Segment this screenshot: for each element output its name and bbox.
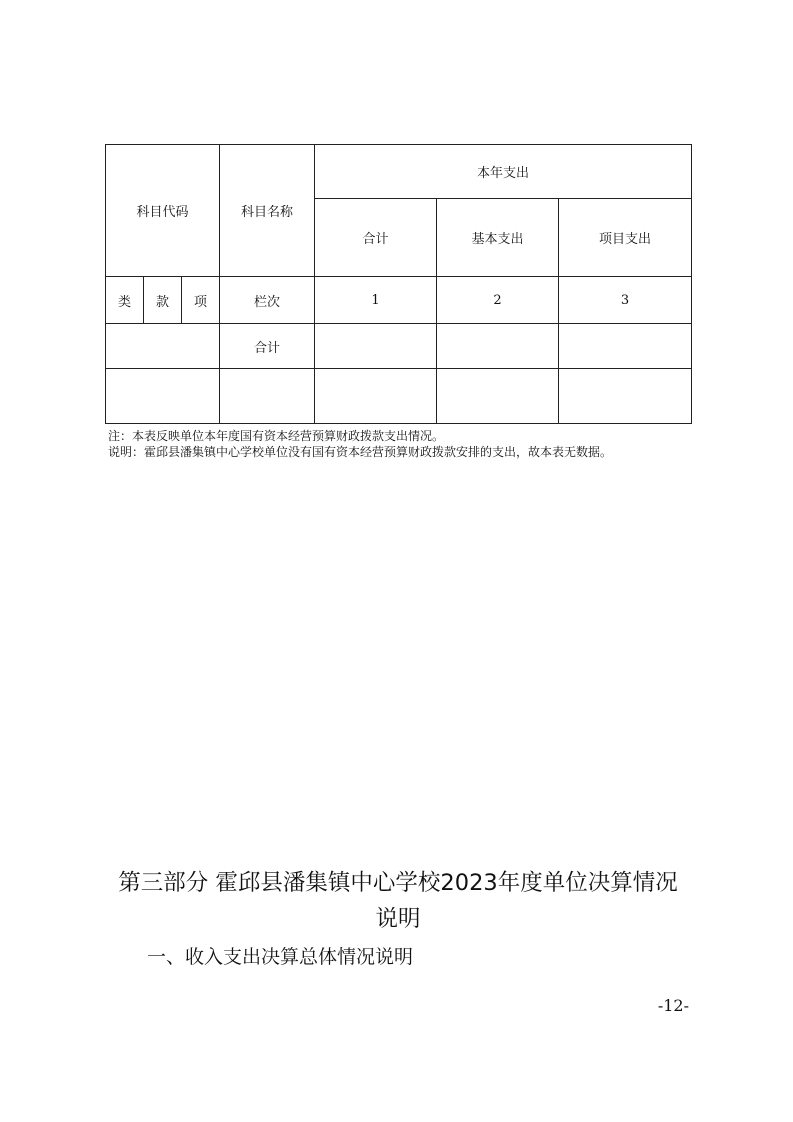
header-project-expense: 项目支出 — [559, 199, 692, 277]
table-row-total — [106, 324, 692, 369]
section-title-line2: 说明 — [375, 906, 421, 932]
code-part-section: 款 — [144, 277, 182, 324]
header-subject-name: 科目名称 — [220, 145, 315, 277]
table-cell — [559, 369, 692, 424]
explanation-text: 说明：霍邱县潘集镇中心学校单位没有国有资本经营预算财政拨款安排的支出，故本表无数据。 — [108, 445, 613, 459]
header-total: 合计 — [315, 199, 437, 277]
header-basic-expense: 基本支出 — [437, 199, 559, 277]
code-part-item: 项 — [182, 277, 220, 324]
table-cell — [437, 369, 559, 424]
table-cell — [315, 324, 437, 369]
table-cell — [315, 369, 437, 424]
note-text: 注：本表反映单位本年度国有资本经营预算财政拨款支出情况。 — [108, 429, 445, 443]
table-cell — [106, 324, 220, 369]
header-current-year-expense: 本年支出 — [315, 145, 692, 199]
section-title — [100, 865, 696, 937]
section-title-line1: 第三部分 霍邱县潘集镇中心学校2023年度单位决算情况 — [118, 870, 678, 896]
code-part-category: 类 — [106, 277, 144, 324]
header-subject-code: 科目代码 — [106, 145, 220, 277]
table-notes — [108, 428, 690, 460]
page-number: -12- — [657, 996, 689, 1015]
column-number: 1 — [315, 277, 437, 324]
column-number: 3 — [559, 277, 692, 324]
table-row-empty — [106, 369, 692, 424]
table-cell — [437, 324, 559, 369]
subsection-title: 一、收入支出决算总体情况说明 — [147, 946, 414, 968]
table-cell — [106, 369, 220, 424]
column-number: 2 — [437, 277, 559, 324]
state-capital-expense-table — [105, 144, 692, 424]
table-cell — [559, 324, 692, 369]
table-cell — [220, 369, 315, 424]
total-row-label: 合计 — [220, 324, 315, 369]
column-row-label: 栏次 — [220, 277, 315, 324]
